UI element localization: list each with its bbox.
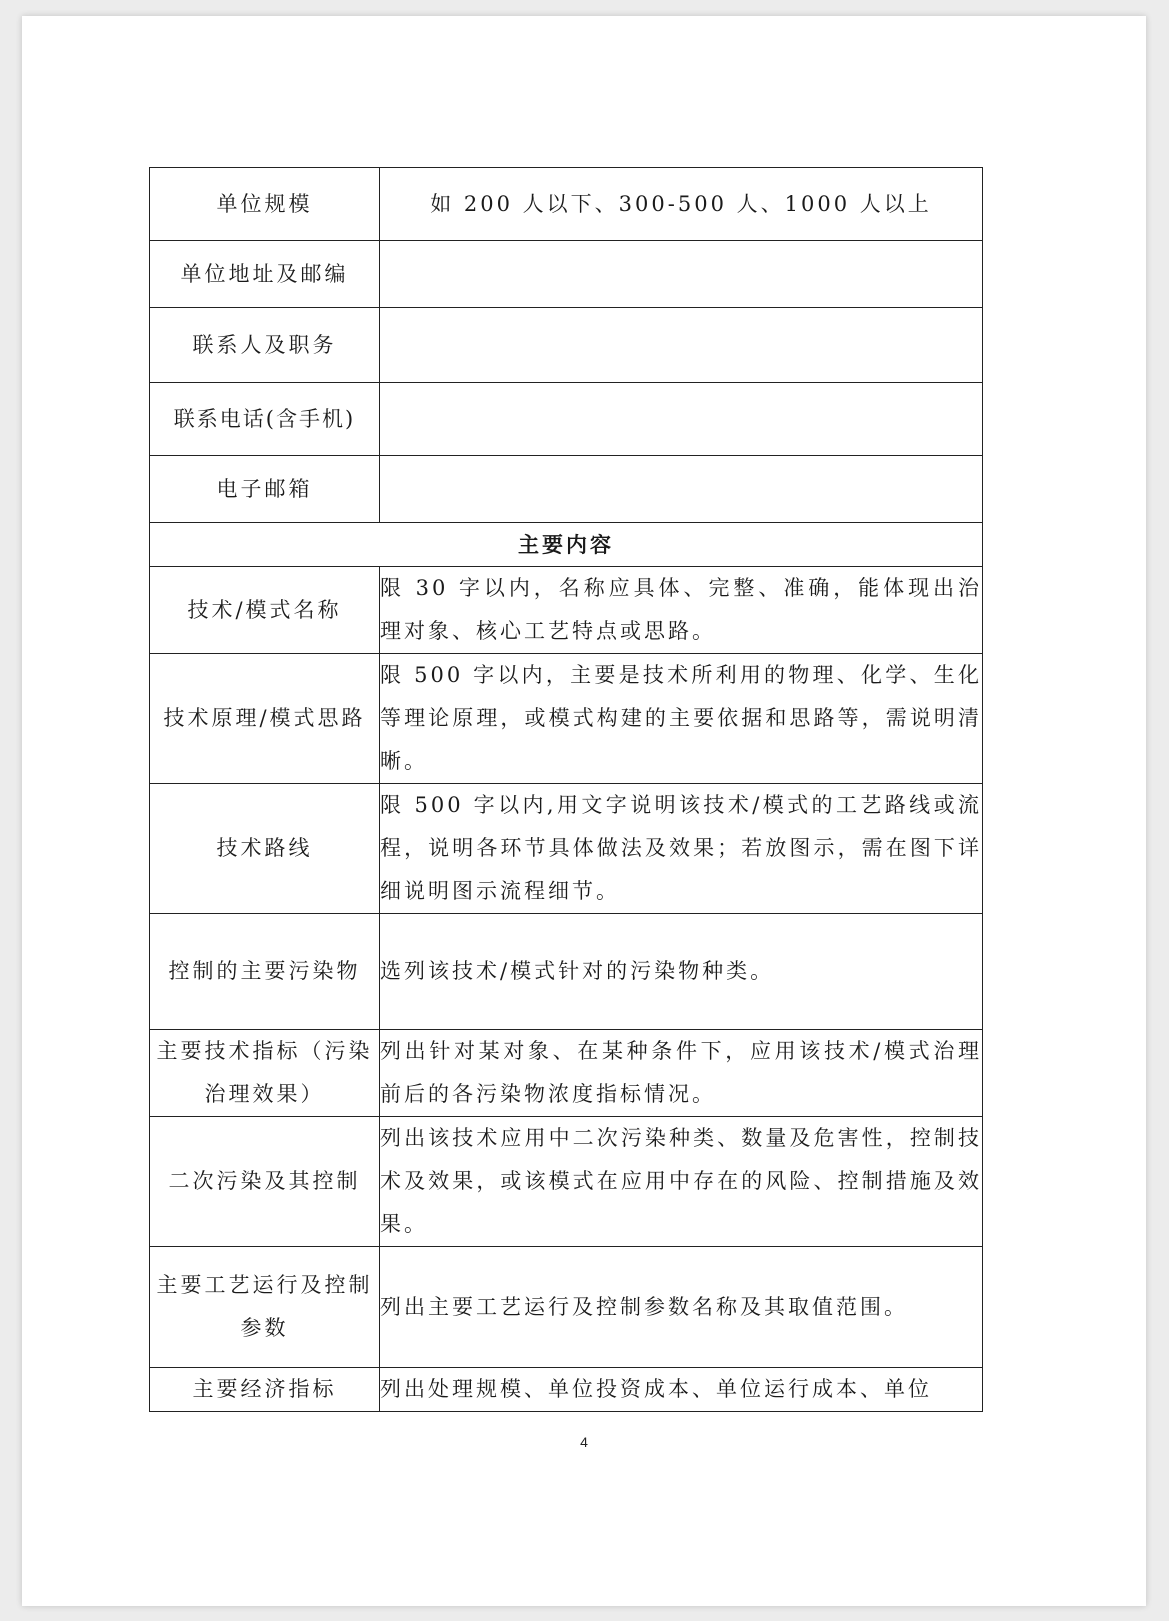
field-label: 技术原理/模式思路: [150, 654, 380, 784]
page-number: 4: [580, 1434, 588, 1450]
table-row: [150, 1030, 983, 1117]
table-row: [150, 308, 983, 383]
field-value[interactable]: 选列该技术/模式针对的污染物种类。: [380, 914, 983, 1030]
field-label: 单位地址及邮编: [150, 241, 380, 308]
table-row: [150, 168, 983, 241]
field-value[interactable]: [380, 241, 983, 308]
table-row: [150, 241, 983, 308]
field-value[interactable]: 限 500 字以内，主要是技术所利用的物理、化学、生化等理论原理，或模式构建的主要依据和思路等，需说明清晰。: [380, 654, 983, 784]
field-label: 联系人及职务: [150, 308, 380, 383]
field-label: 主要经济指标: [150, 1368, 380, 1412]
field-value[interactable]: [380, 308, 983, 383]
table-row: [150, 383, 983, 456]
table-row: [150, 1117, 983, 1247]
field-value[interactable]: [380, 383, 983, 456]
field-label: 单位规模: [150, 168, 380, 241]
field-value[interactable]: 如 200 人以下、300-500 人、1000 人以上: [380, 168, 983, 241]
field-label: 技术/模式名称: [150, 567, 380, 654]
table-row: [150, 914, 983, 1030]
table-row: [150, 1368, 983, 1412]
application-form-table: [149, 167, 983, 1412]
field-value[interactable]: 列出主要工艺运行及控制参数名称及其取值范围。: [380, 1247, 983, 1368]
table-row: [150, 567, 983, 654]
field-label: 主要工艺运行及控制参数: [150, 1247, 380, 1368]
table-row: [150, 654, 983, 784]
field-label: 电子邮箱: [150, 456, 380, 523]
section-row: [150, 523, 983, 567]
field-label: 联系电话(含手机): [150, 383, 380, 456]
field-label: 主要技术指标（污染治理效果）: [150, 1030, 380, 1117]
field-value[interactable]: 限 500 字以内,用文字说明该技术/模式的工艺路线或流程，说明各环节具体做法及效果；若放图示，需在图下详细说明图示流程细节。: [380, 784, 983, 914]
table-row: [150, 456, 983, 523]
field-value[interactable]: 列出该技术应用中二次污染种类、数量及危害性，控制技术及效果，或该模式在应用中存在的风险、控制措施及效果。: [380, 1117, 983, 1247]
document-page: [22, 16, 1146, 1606]
field-value[interactable]: 限 30 字以内，名称应具体、完整、准确，能体现出治理对象、核心工艺特点或思路。: [380, 567, 983, 654]
table-row: [150, 784, 983, 914]
field-label: 技术路线: [150, 784, 380, 914]
field-value[interactable]: 列出针对某对象、在某种条件下，应用该技术/模式治理前后的各污染物浓度指标情况。: [380, 1030, 983, 1117]
field-value[interactable]: [380, 456, 983, 523]
table-row: [150, 1247, 983, 1368]
field-label: 控制的主要污染物: [150, 914, 380, 1030]
field-value[interactable]: 列出处理规模、单位投资成本、单位运行成本、单位: [380, 1368, 983, 1412]
section-title: 主要内容: [150, 523, 983, 567]
field-label: 二次污染及其控制: [150, 1117, 380, 1247]
